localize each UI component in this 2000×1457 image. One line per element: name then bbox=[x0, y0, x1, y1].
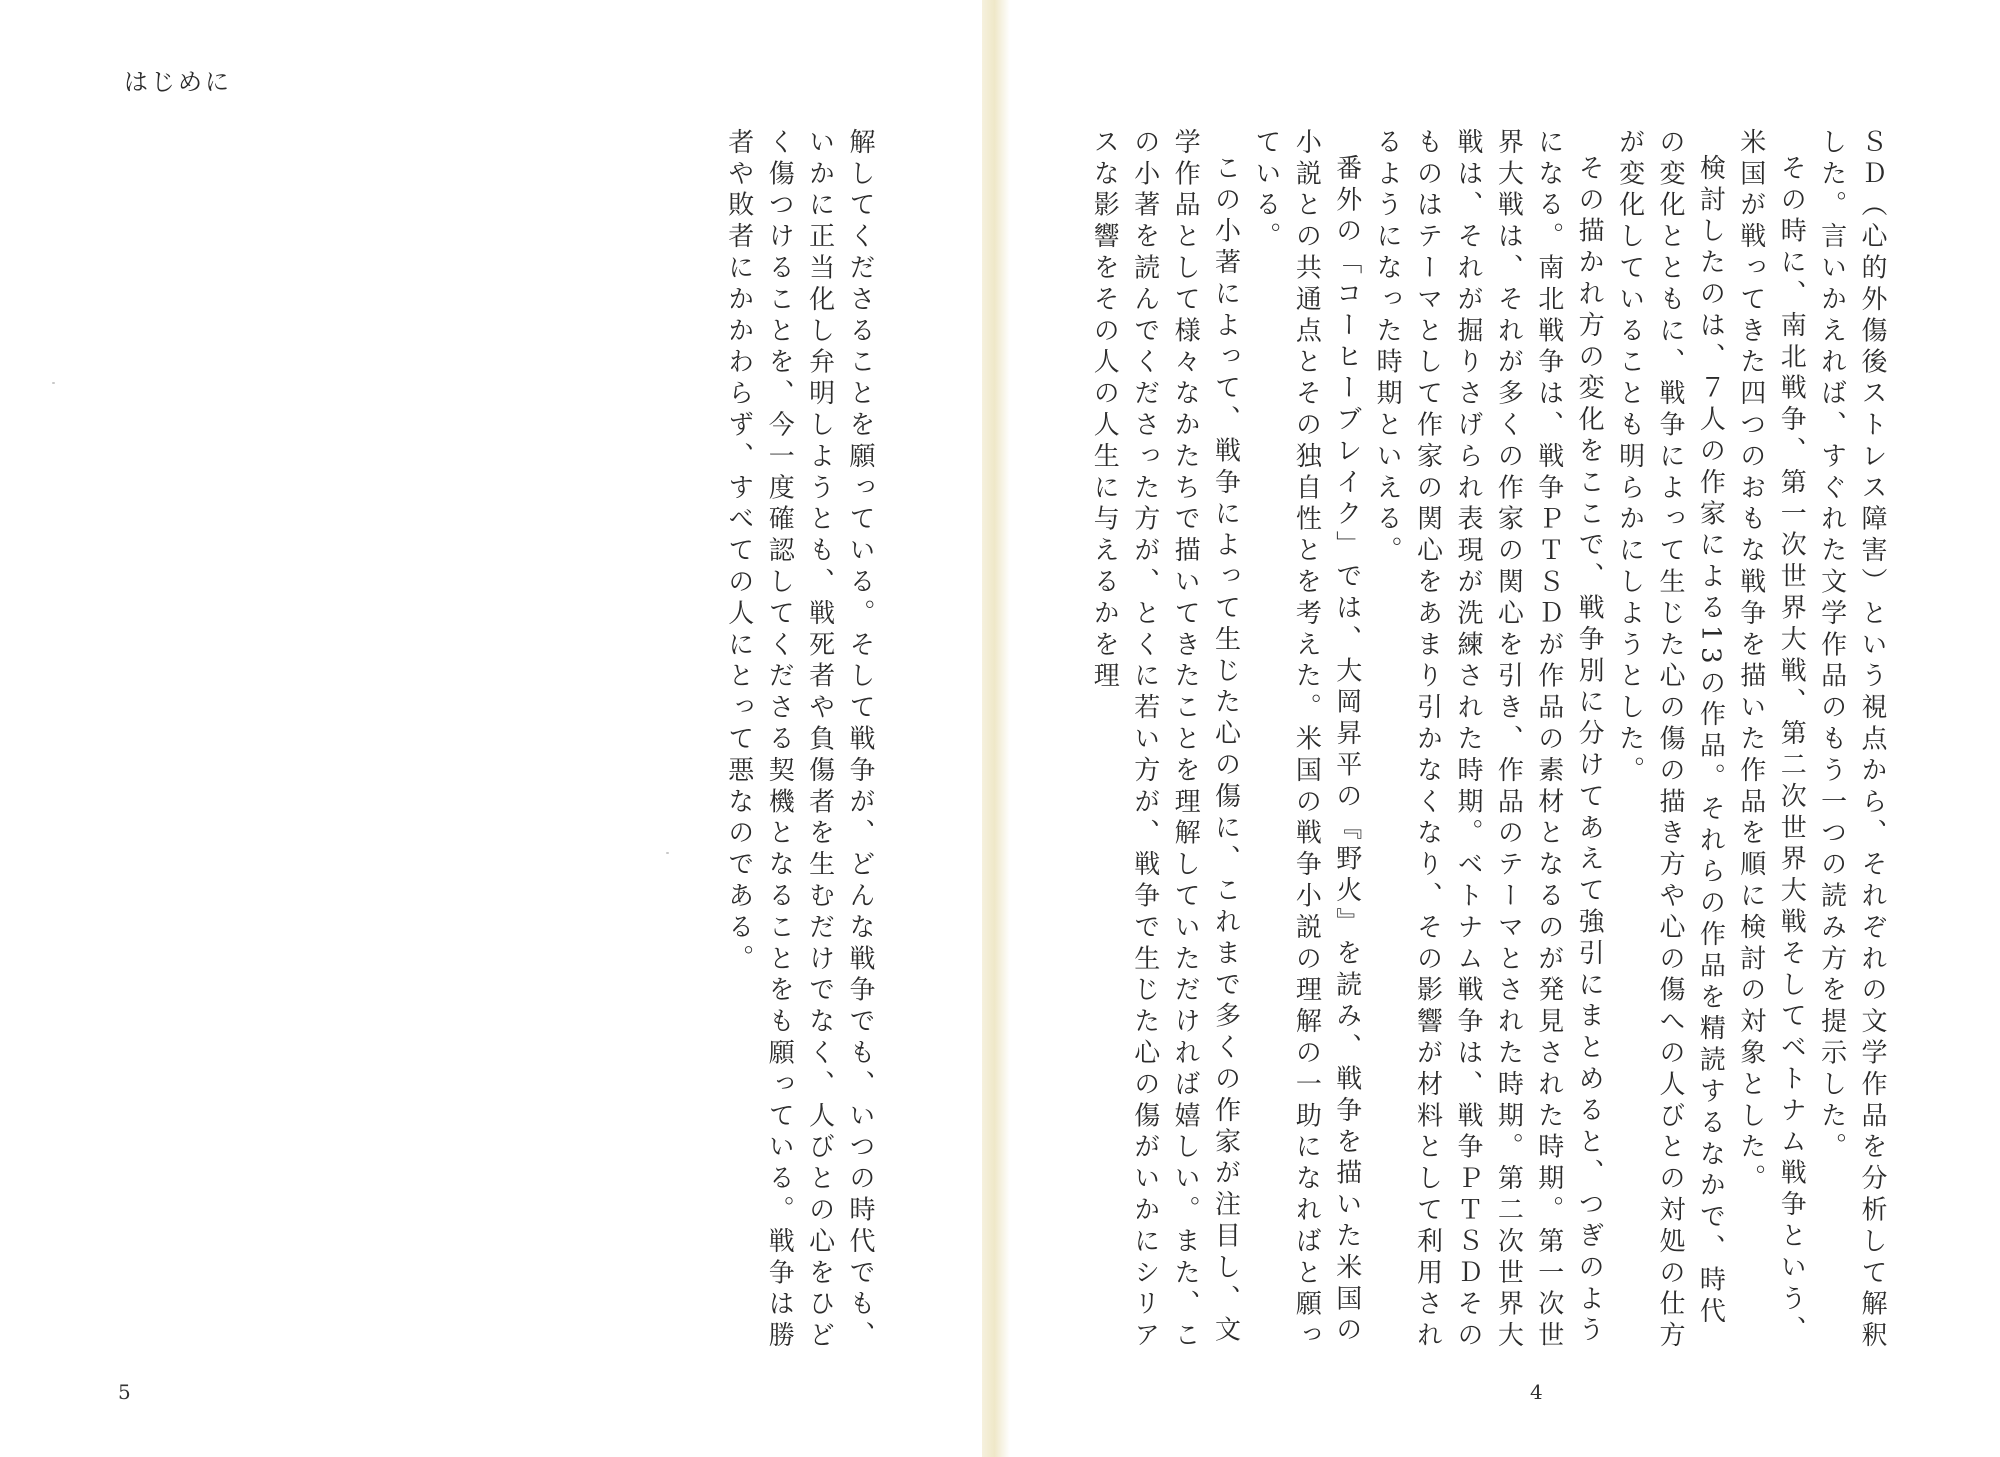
right-paragraph-2: その時に、南北戦争、第一次世界大戦、第二次世界大戦そしてベトナム戦争という、米国が戦ってきた四つのおもな戦争を描いた作品を順に検討の対象とした。 bbox=[1735, 128, 1807, 1348]
right-paragraph-4: その描かれ方の変化をここで、戦争別に分けてあえて強引にまとめると、つぎのようになる。南北戦争は、戦争ＰＴＳＤが作品の素材となるのが発見された時期。第一次世界大戦は、それが多くの作家の関心を引き、作品のテーマとされた時期。第二次世界大戦は、それが掘りさげられ表現が洗練された時期。ベトナム戦争は、戦争ＰＴＳＤそのものはテーマとして作家の関心をあまり引かなくなり、その影響が材料として利用されるようになった時期といえる。 bbox=[1372, 128, 1605, 1353]
right-paragraph-6: この小著によって、戦争によって生じた心の傷に、これまで多くの作家が注目し、文学作品として様々なかたちで描いてきたことを理解していただければ嬉しい。また、この小著を読んでくださった方が、とくに若い方が、戦争で生じた心の傷がいかにシリアスな影響をその人の人生に与えるかを理 bbox=[1089, 128, 1241, 1353]
right-paragraph-1: ＳＤ（心的外傷後ストレス障害）という視点から、それぞれの文学作品を分析して解釈した。言いかえれば、すぐれた文学作品のもう一つの読み方を提示した。 bbox=[1816, 128, 1887, 1353]
running-header: はじめに bbox=[124, 68, 232, 96]
right-page bbox=[985, 0, 2000, 1457]
right-paragraph-5: 番外の「コーヒーブレイク」では、大岡昇平の『野火』を読み、戦争を描いた米国の小説との共通点とその独自性とを考えた。米国の戦争小説の理解の一助になればと願っている。 bbox=[1250, 128, 1362, 1353]
page-number-right: 4 bbox=[1530, 1380, 1543, 1404]
paper-speck bbox=[52, 382, 55, 384]
left-paragraph-1: 解してくださることを願っている。そして戦争が、どんな戦争でも、いつの時代でも、いかに正当化し弁明しようとも、戦死者や負傷者を生むだけでなく、人びとの心をひどく傷つけることを、今一度確認してくださる契機となることをも願っている。戦争は勝者や敗者にかかわらず、すべての人にとって悪なのである。 bbox=[723, 128, 875, 1353]
paper-speck bbox=[666, 852, 669, 854]
page-number-left: 5 bbox=[118, 1380, 131, 1404]
left-page-body bbox=[718, 128, 880, 1358]
right-paragraph-3: 検討したのは、７人の作家による13の作品。それらの作品を精読するなかで、時代の変化とともに、戦争によって生じた心の傷の描き方や心の傷への人びとの対処の仕方が変化していることも明らかにしようとした。 bbox=[1614, 128, 1726, 1353]
book-gutter bbox=[982, 0, 1010, 1457]
left-page bbox=[0, 0, 985, 1457]
right-page-body bbox=[1084, 128, 1892, 1358]
